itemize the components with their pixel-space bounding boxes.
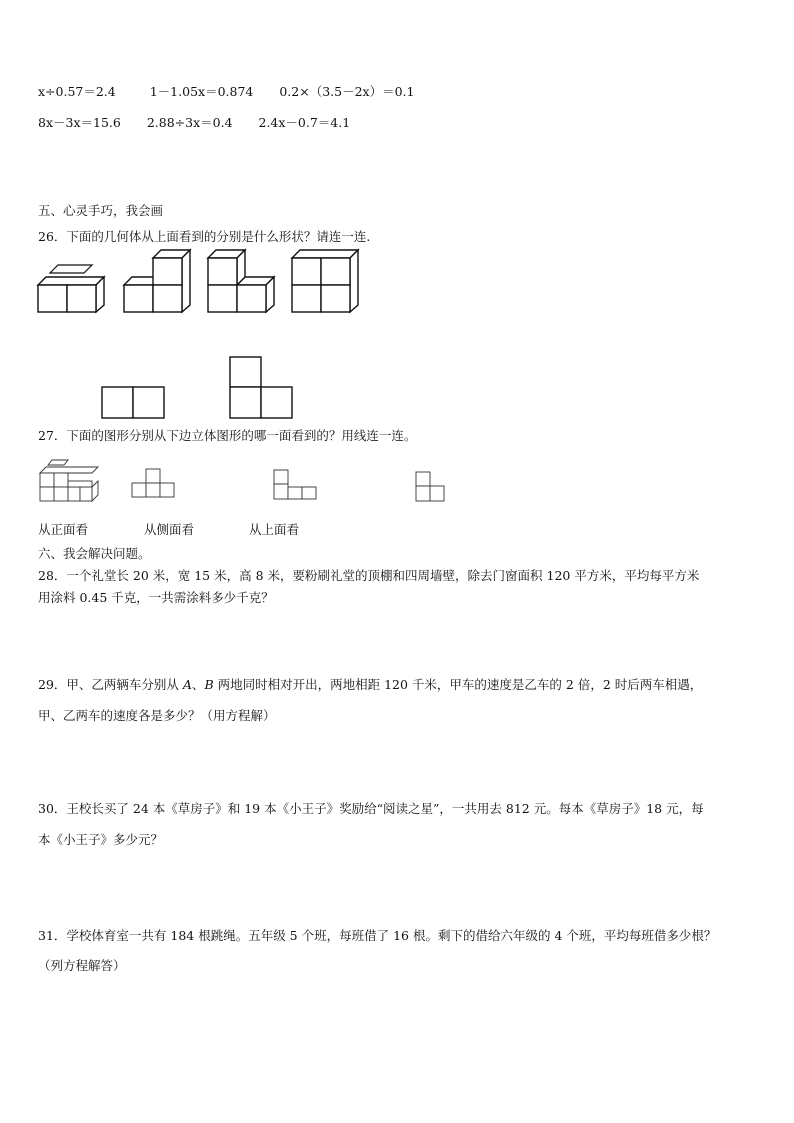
point-a: A: [182, 677, 192, 692]
label-top-view: 从上面看: [249, 522, 300, 537]
question-31-line-2: （列方程解答）: [38, 958, 126, 973]
equation-row-2: [38, 115, 372, 131]
section-6-heading: 六、我会解决问题。: [38, 546, 151, 561]
section-5-heading: 五、心灵手巧，我会画: [38, 203, 164, 218]
question-29-line-2: 甲、乙两车的速度各是多少？（用方程解）: [38, 708, 276, 723]
solid-3: [208, 250, 274, 312]
top-view-2: [230, 357, 292, 418]
question-28-line-1: 28．一个礼堂长 20 米，宽 15 米，高 8 米，要粉刷礼堂的顶棚和四周墙壁，除去门窗面积 120 平方米，平均每平方米: [38, 568, 700, 583]
q27-solid: [40, 460, 98, 501]
equation-row-1: [38, 84, 436, 100]
question-30-line-2: 本《小王子》多少元？: [38, 832, 164, 847]
q27-figures: [38, 456, 458, 516]
q27-view-a: [132, 469, 174, 497]
q27-view-c: [416, 472, 444, 501]
equation: 2.4x－0.7＝4.1: [258, 115, 351, 130]
label-side-view: 从侧面看: [144, 522, 195, 537]
question-27: 27．下面的图形分别从下边立体图形的哪一面看到的？用线连一连。: [38, 428, 417, 443]
label-front-view: 从正面看: [38, 522, 89, 537]
equation: 0.2×（3.5－2x）＝0.1: [279, 84, 415, 99]
q26-solids: [36, 250, 366, 320]
point-b: B: [204, 677, 214, 692]
equation: 2.88÷3x＝0.4: [146, 115, 233, 130]
question-26: 26．下面的几何体从上面看到的分别是什么形状？请连一连.: [38, 229, 371, 244]
q27-view-b: [274, 470, 316, 499]
equation: 8x－3x＝15.6: [38, 115, 121, 130]
q29-text: 29．甲、乙两辆车分别从: [38, 677, 179, 692]
solid-1: [38, 265, 104, 312]
q29-sep: 、: [191, 677, 205, 692]
q26-top-views: [100, 355, 300, 425]
solid-4: [292, 250, 358, 312]
question-31-line-1: 31．学校体育室一共有 184 根跳绳。五年级 5 个班，每班借了 16 根。剩下的借给六年级的 4 个班，平均每班借多少根？: [38, 928, 717, 943]
equation: x÷0.57＝2.4: [38, 84, 116, 99]
question-30-line-1: 30．王校长买了 24 本《草房子》和 19 本《小王子》奖励给“阅读之星”，一共用去 812 元。每本《草房子》18 元，每: [38, 801, 704, 816]
top-view-1: [102, 387, 164, 418]
solid-2: [124, 250, 190, 312]
question-29-line-1: [38, 677, 702, 693]
question-28-line-2: 用涂料 0.45 千克，一共需涂料多少千克？: [38, 590, 274, 605]
equation: 1－1.05x＝0.874: [149, 84, 254, 99]
q29-text: 两地同时相对开出，两地相距 120 千米，甲车的速度是乙车的 2 倍，2 时后两车相遇，: [217, 677, 703, 692]
